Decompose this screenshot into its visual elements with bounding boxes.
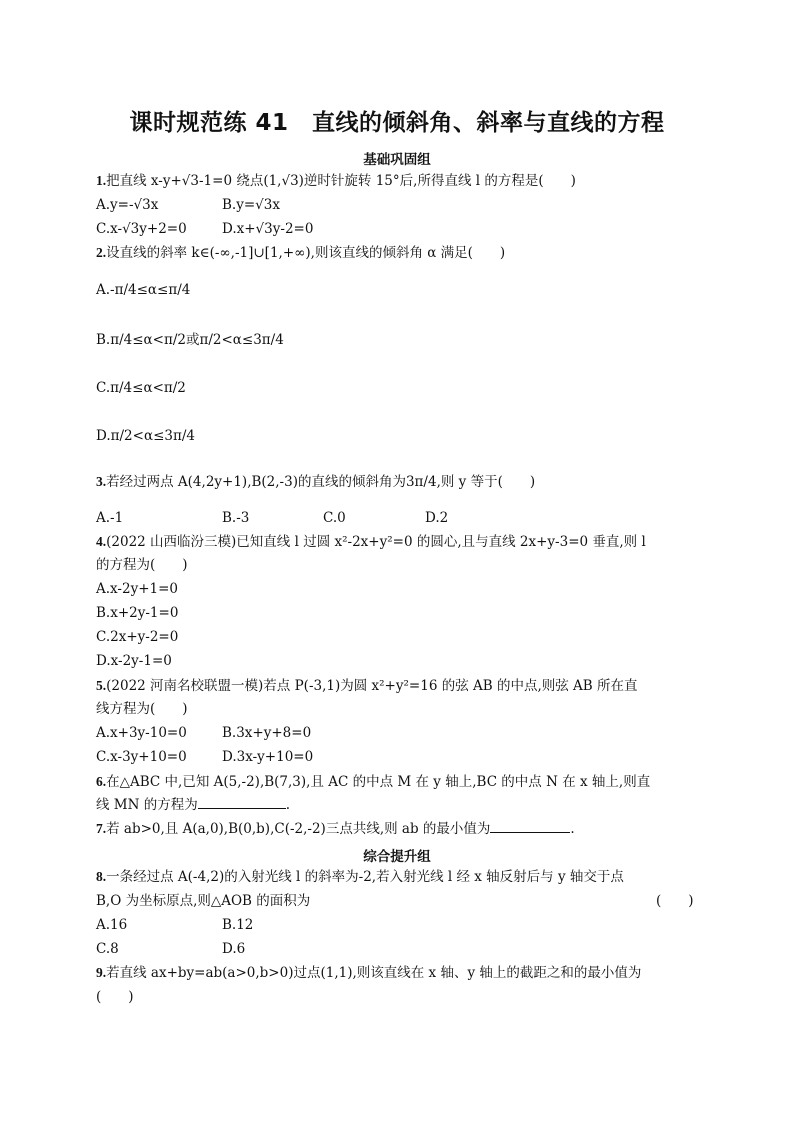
q5-option-d: D.3x-y+10=0 — [222, 749, 314, 765]
question-3 — [96, 472, 535, 492]
question-number: 1. — [96, 173, 107, 188]
section-advanced: 综合提升组 — [363, 849, 431, 865]
q8-option-c: C.8 — [96, 941, 119, 957]
q4-option-d: D.x-2y-1=0 — [96, 653, 172, 669]
q5-option-a: A.x+3y-10=0 — [96, 725, 187, 741]
question-6-cont: 线 MN 的方程为 . — [96, 797, 291, 813]
section-basic: 基础巩固组 — [363, 152, 431, 168]
question-number: 4. — [96, 534, 107, 549]
question-4 — [96, 532, 646, 552]
question-text: 若经过两点 A(4,2y+1),B(2,-3)的直线的倾斜角为3π/4,则 y 等于( ) — [106, 474, 536, 490]
answer-blank[interactable] — [198, 796, 286, 809]
question-5-cont: 线方程为( ) — [96, 701, 188, 717]
q8-answer-paren: ( ) — [656, 893, 694, 909]
question-9 — [96, 963, 641, 983]
question-7: 7.若 ab>0,且 A(a,0),B(0,b),C(-2,-2)三点共线,则 ab 的最小值为 . — [96, 821, 575, 837]
question-2 — [96, 243, 505, 263]
q2-option-c: C.π/4≤α<π/2 — [96, 380, 186, 396]
question-number: 6. — [96, 774, 107, 789]
q2-option-d: D.π/2<α≤3π/4 — [96, 428, 195, 444]
q4-option-c: C.2x+y-2=0 — [96, 629, 179, 645]
question-6 — [96, 772, 650, 792]
q2-option-a: A.-π/4≤α≤π/4 — [96, 282, 191, 298]
q1-option-c: C.x-√3y+2=0 — [96, 221, 187, 237]
q8-option-b: B.12 — [222, 917, 254, 933]
question-text: (2022 河南名校联盟一模)若点 P(-3,1)为圆 x²+y²=16 的弦 AB 的中点,则弦 AB 所在直 — [106, 678, 638, 694]
page-title: 课时规范练 41 直线的倾斜角、斜率与直线的方程 — [129, 110, 665, 136]
question-number: 2. — [96, 245, 107, 260]
q3-option-a: A.-1 — [96, 510, 124, 526]
question-8-cont: B,O 为坐标原点,则△AOB 的面积为 — [96, 893, 311, 909]
question-text: (2022 山西临汾三模)已知直线 l 过圆 x²-2x+y²=0 的圆心,且与直线 2x+y-3=0 垂直,则 l — [106, 534, 646, 550]
answer-blank[interactable] — [490, 820, 570, 833]
question-text: 设直线的斜率 k∈(-∞,-1]∪[1,+∞),则该直线的倾斜角 α 满足( ) — [106, 245, 506, 261]
q1-option-d: D.x+√3y-2=0 — [222, 221, 314, 237]
question-text: 在△ABC 中,已知 A(5,-2),B(7,3),且 AC 的中点 M 在 y 轴上,BC 的中点 N 在 x 轴上,则直 — [106, 774, 651, 790]
q3-option-b: B.-3 — [222, 510, 250, 526]
q1-option-a: A.y=-√3x — [96, 197, 159, 213]
question-number: 8. — [96, 869, 107, 884]
question-8 — [96, 867, 624, 887]
question-4-cont: 的方程为( ) — [96, 557, 188, 573]
question-number: 5. — [96, 678, 107, 693]
question-text: 若 ab>0,且 A(a,0),B(0,b),C(-2,-2)三点共线,则 ab 的最小值为 — [106, 821, 491, 837]
question-5 — [96, 676, 638, 696]
question-text: 若直线 ax+by=ab(a>0,b>0)过点(1,1),则该直线在 x 轴、y 轴上的截距之和的最小值为 — [106, 965, 642, 981]
q8-option-d: D.6 — [222, 941, 246, 957]
q5-option-b: B.3x+y+8=0 — [222, 725, 312, 741]
question-text: 线 MN 的方程为 — [96, 797, 198, 813]
question-1 — [96, 171, 576, 191]
q5-option-c: C.x-3y+10=0 — [96, 749, 187, 765]
q4-option-b: B.x+2y-1=0 — [96, 605, 179, 621]
q4-option-a: A.x-2y+1=0 — [96, 581, 178, 597]
q3-option-c: C.0 — [323, 510, 346, 526]
question-text: 一条经过点 A(-4,2)的入射光线 l 的斜率为-2,若入射光线 l 经 x 轴反射后与 y 轴交于点 — [106, 869, 624, 885]
q1-option-b: B.y=√3x — [222, 197, 280, 213]
q8-option-a: A.16 — [96, 917, 128, 933]
q2-option-b: B.π/4≤α<π/2或π/2<α≤3π/4 — [96, 332, 284, 348]
question-9-cont: ( ) — [96, 989, 134, 1005]
q3-option-d: D.2 — [425, 510, 449, 526]
question-number: 7. — [96, 821, 107, 836]
question-text: 把直线 x-y+√3-1=0 绕点(1,√3)逆时针旋转 15°后,所得直线 l 的方程是( ) — [106, 173, 576, 189]
question-number: 3. — [96, 474, 107, 489]
question-number: 9. — [96, 965, 107, 980]
